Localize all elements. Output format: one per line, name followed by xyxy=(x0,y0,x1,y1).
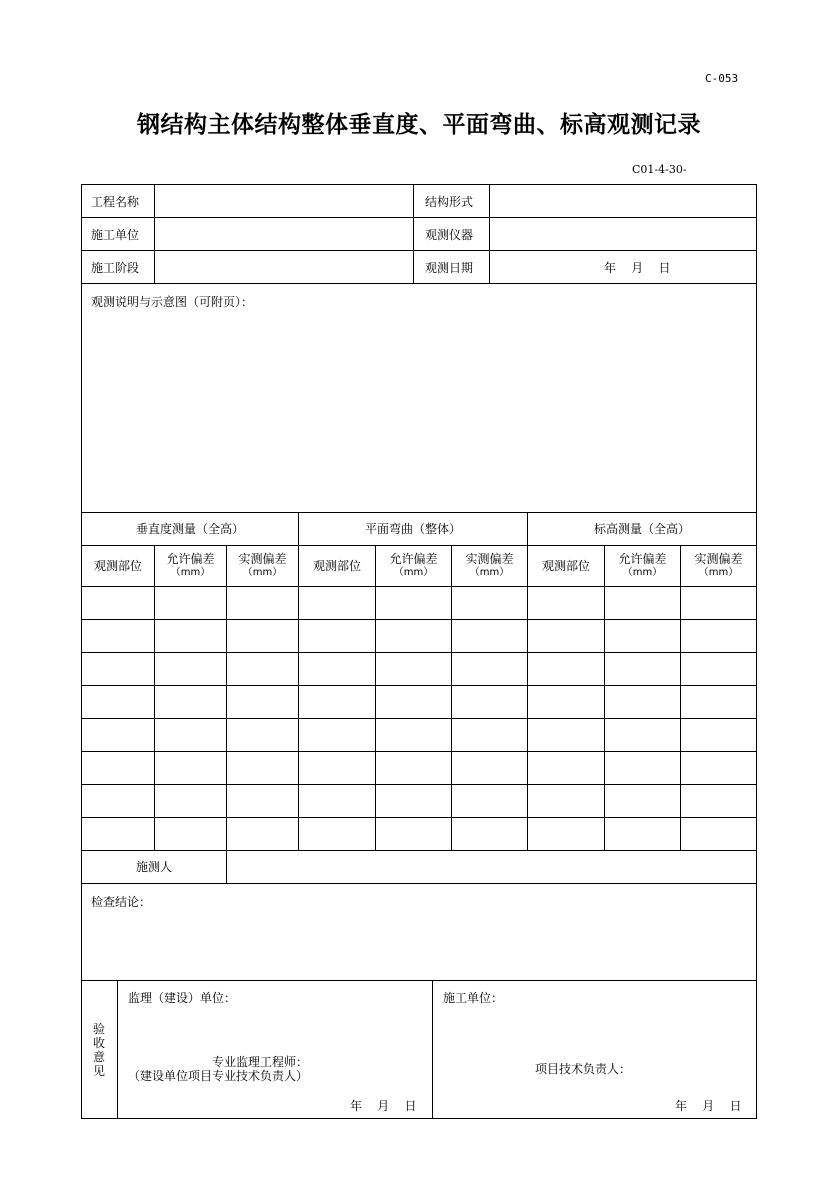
col-part-2: 观测部位 xyxy=(312,559,361,573)
table-cell[interactable] xyxy=(227,818,298,850)
col-allowed-1-unit: （mm） xyxy=(170,567,211,578)
col-actual-3-label: 实测偏差 xyxy=(694,552,743,566)
conclusion-label: 检查结论： xyxy=(91,895,152,909)
table-cell[interactable] xyxy=(376,686,451,718)
table-cell[interactable] xyxy=(227,719,298,751)
col-allowed-1 xyxy=(155,552,226,580)
side-char: 收 xyxy=(92,1036,105,1050)
table-cell[interactable] xyxy=(299,818,375,850)
table-cell[interactable] xyxy=(452,719,527,751)
table-cell[interactable] xyxy=(227,752,298,784)
table-cell[interactable] xyxy=(155,587,226,619)
table-cell[interactable] xyxy=(681,752,756,784)
col-part-3: 观测部位 xyxy=(541,559,590,573)
table-cell[interactable] xyxy=(155,653,226,685)
table-cell[interactable] xyxy=(528,686,604,718)
construction-unit-sign-label: 施工单位： xyxy=(443,991,504,1005)
group-elevation: 标高测量（全高） xyxy=(593,522,690,536)
project-name-label: 工程名称 xyxy=(91,195,140,209)
form-code: C-053 xyxy=(705,72,739,85)
table-cell[interactable] xyxy=(227,785,298,817)
table-cell[interactable] xyxy=(155,752,226,784)
table-cell[interactable] xyxy=(376,818,451,850)
date-label: 观测日期 xyxy=(425,261,474,275)
table-cell[interactable] xyxy=(452,818,527,850)
table-cell[interactable] xyxy=(605,719,680,751)
side-char: 见 xyxy=(92,1064,105,1078)
description-label: 观测说明与示意图（可附页）： xyxy=(91,295,254,309)
table-cell[interactable] xyxy=(299,752,375,784)
table-cell[interactable] xyxy=(605,818,680,850)
structure-form-label: 结构形式 xyxy=(425,195,474,209)
surveyor-label: 施测人 xyxy=(135,860,172,874)
stage-label: 施工阶段 xyxy=(91,261,140,275)
table-cell[interactable] xyxy=(82,752,154,784)
table-cell[interactable] xyxy=(82,818,154,850)
group-flatness: 平面弯曲（整体） xyxy=(364,522,461,536)
table-cell[interactable] xyxy=(605,785,680,817)
col-allowed-2-label: 允许偏差 xyxy=(389,552,438,566)
table-cell[interactable] xyxy=(299,587,375,619)
col-actual-1 xyxy=(227,552,298,580)
construction-date: 年 月 日 xyxy=(675,1099,742,1113)
table-cell[interactable] xyxy=(528,818,604,850)
table-cell[interactable] xyxy=(227,686,298,718)
col-allowed-3-label: 允许偏差 xyxy=(618,552,667,566)
table-cell[interactable] xyxy=(528,653,604,685)
supervisor-note: （建设单位项目专业技术负责人） xyxy=(128,1069,309,1083)
side-char: 验 xyxy=(92,1022,105,1036)
col-allowed-1-label: 允许偏差 xyxy=(166,552,215,566)
table-cell[interactable] xyxy=(605,587,680,619)
table-cell[interactable] xyxy=(155,686,226,718)
table-cell[interactable] xyxy=(227,620,298,652)
conclusion-area[interactable] xyxy=(82,910,756,978)
table-cell[interactable] xyxy=(299,686,375,718)
col-actual-1-label: 实测偏差 xyxy=(238,552,287,566)
table-cell[interactable] xyxy=(155,785,226,817)
table-cell[interactable] xyxy=(155,620,226,652)
tech-lead-label: 项目技术负责人： xyxy=(535,1062,632,1076)
table-cell[interactable] xyxy=(155,818,226,850)
table-cell[interactable] xyxy=(605,620,680,652)
description-area[interactable] xyxy=(82,310,756,510)
table-cell[interactable] xyxy=(155,719,226,751)
table-cell[interactable] xyxy=(299,719,375,751)
table-cell[interactable] xyxy=(82,686,154,718)
col-allowed-3 xyxy=(605,552,680,580)
table-cell[interactable] xyxy=(528,587,604,619)
col-actual-2-label: 实测偏差 xyxy=(465,552,514,566)
table-cell[interactable] xyxy=(82,719,154,751)
table-cell[interactable] xyxy=(452,587,527,619)
group-verticality: 垂直度测量（全高） xyxy=(135,522,244,536)
table-cell[interactable] xyxy=(528,719,604,751)
table-cell[interactable] xyxy=(528,752,604,784)
table-cell[interactable] xyxy=(452,653,527,685)
page-title: 钢结构主体结构整体垂直度、平面弯曲、标高观测记录 xyxy=(137,112,701,138)
table-cell[interactable] xyxy=(681,587,756,619)
table-cell[interactable] xyxy=(376,785,451,817)
table-cell[interactable] xyxy=(299,653,375,685)
col-actual-3-unit: （mm） xyxy=(698,567,739,578)
table-cell[interactable] xyxy=(82,587,154,619)
table-cell[interactable] xyxy=(376,587,451,619)
acceptance-side-label xyxy=(92,1022,106,1078)
table-cell[interactable] xyxy=(452,752,527,784)
col-part-1: 观测部位 xyxy=(93,559,142,573)
side-char: 意 xyxy=(92,1050,105,1064)
table-cell[interactable] xyxy=(452,686,527,718)
col-actual-2-unit: （mm） xyxy=(469,567,510,578)
table-cell[interactable] xyxy=(227,653,298,685)
construction-unit-label: 施工单位 xyxy=(91,228,140,242)
date-field[interactable]: 年 月 日 xyxy=(604,261,671,275)
col-allowed-2-unit: （mm） xyxy=(393,567,434,578)
table-cell[interactable] xyxy=(605,752,680,784)
col-actual-3 xyxy=(681,552,756,580)
table-cell[interactable] xyxy=(376,620,451,652)
table-cell[interactable] xyxy=(376,752,451,784)
table-cell[interactable] xyxy=(681,785,756,817)
supervision-date: 年 月 日 xyxy=(350,1099,417,1113)
instrument-label: 观测仪器 xyxy=(425,228,474,242)
table-cell[interactable] xyxy=(82,620,154,652)
table-cell[interactable] xyxy=(82,785,154,817)
form-number: C01-4-30- xyxy=(632,163,687,176)
table-cell[interactable] xyxy=(299,785,375,817)
table-cell[interactable] xyxy=(605,686,680,718)
table-cell[interactable] xyxy=(681,719,756,751)
table-cell[interactable] xyxy=(681,686,756,718)
table-cell[interactable] xyxy=(605,653,680,685)
table-cell[interactable] xyxy=(376,653,451,685)
table-cell[interactable] xyxy=(452,620,527,652)
table-cell[interactable] xyxy=(299,620,375,652)
table-cell[interactable] xyxy=(681,818,756,850)
table-cell[interactable] xyxy=(528,785,604,817)
table-cell[interactable] xyxy=(681,620,756,652)
col-allowed-3-unit: （mm） xyxy=(622,567,663,578)
table-cell[interactable] xyxy=(452,785,527,817)
supervisor-title: 专业监理工程师： xyxy=(212,1055,309,1069)
supervision-unit-label: 监理（建设）单位： xyxy=(128,991,237,1005)
col-allowed-2 xyxy=(376,552,451,580)
table-cell[interactable] xyxy=(82,653,154,685)
table-cell[interactable] xyxy=(227,587,298,619)
col-actual-1-unit: （mm） xyxy=(242,567,283,578)
col-actual-2 xyxy=(452,552,527,580)
table-cell[interactable] xyxy=(376,719,451,751)
table-cell[interactable] xyxy=(528,620,604,652)
table-cell[interactable] xyxy=(681,653,756,685)
